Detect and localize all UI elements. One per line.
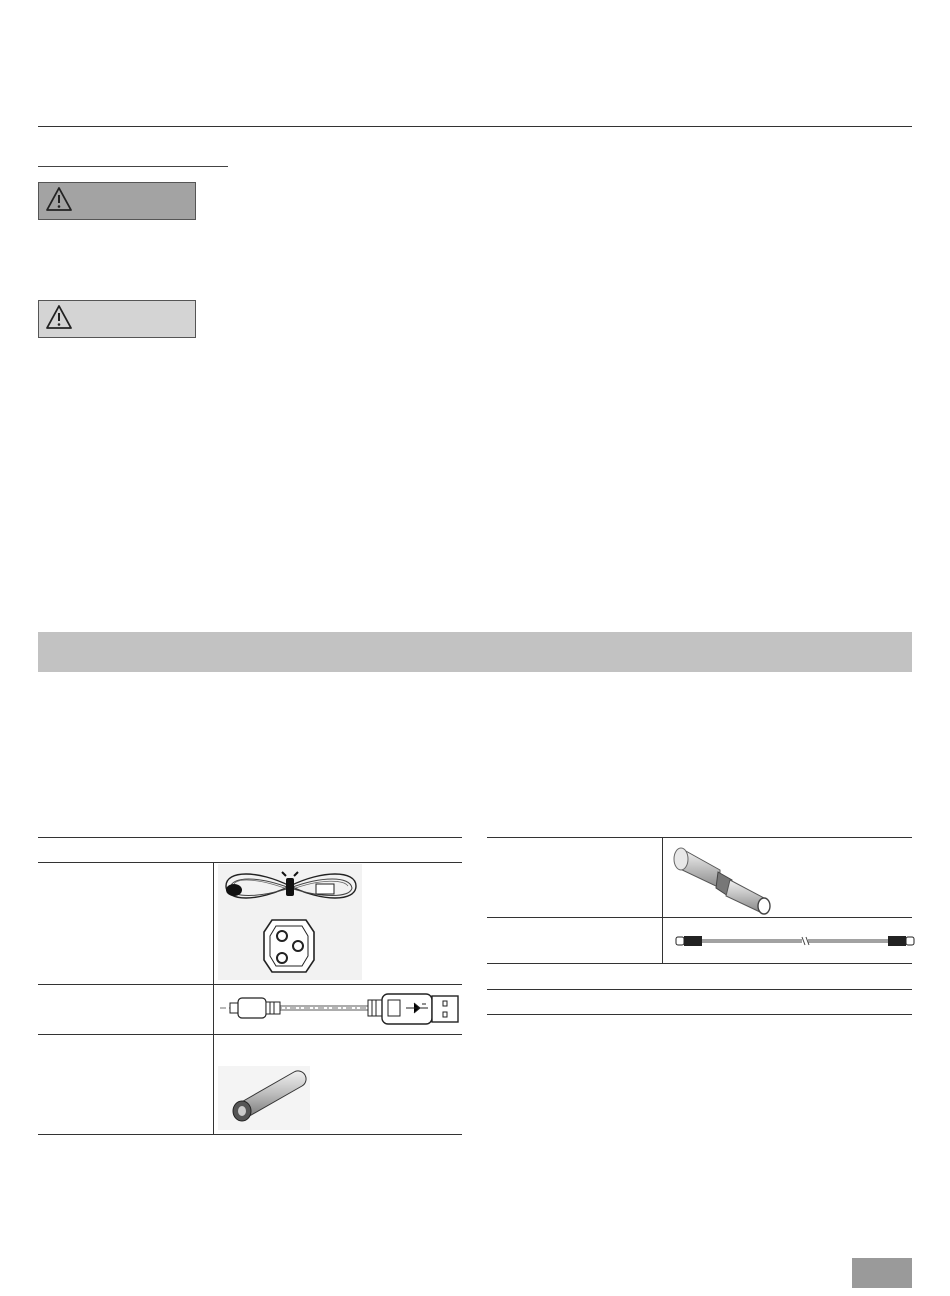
usb-cable-image (218, 992, 462, 1028)
page-number-tab (852, 1258, 912, 1288)
header-rule (38, 126, 912, 127)
section-heading (38, 632, 912, 652)
accessories-right-row-rule (487, 917, 912, 918)
accessories-left-header-rule (38, 862, 462, 863)
audio-cable-image (674, 932, 920, 950)
accessories-left-divider (213, 862, 214, 1134)
warning-box-1 (38, 182, 196, 220)
warning-triangle-icon (45, 304, 73, 335)
accessories-left-row-rule (38, 984, 462, 985)
note-rule (487, 989, 912, 990)
note-rule (487, 1014, 912, 1015)
warning-box-2 (38, 300, 196, 338)
accessories-right-bottom-rule (487, 963, 912, 964)
accessories-left-row-rule (38, 1034, 462, 1035)
safety-subheading-underline (38, 166, 228, 167)
accessories-right-top-rule (487, 837, 912, 838)
accessories-left-top-rule (38, 837, 462, 838)
power-cord-image (218, 864, 362, 980)
warning-triangle-icon (45, 186, 73, 217)
adapter-image (668, 840, 780, 916)
accessories-right-divider (662, 837, 663, 963)
battery-image (218, 1066, 310, 1130)
section-heading-bar (38, 632, 912, 672)
accessories-left-bottom-rule (38, 1134, 462, 1135)
